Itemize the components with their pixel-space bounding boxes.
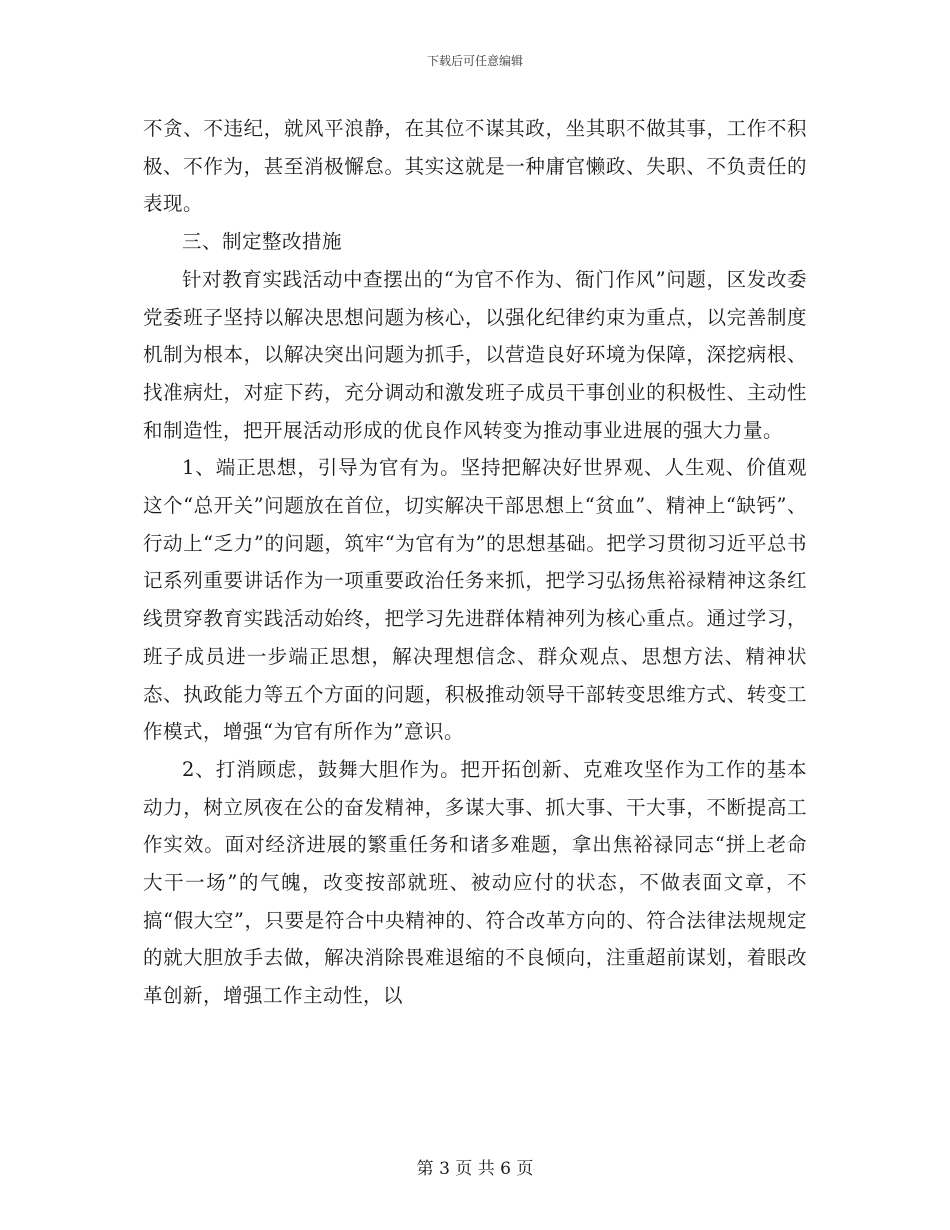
- page-number-footer: 第 3 页 共 6 页: [416, 1159, 534, 1179]
- paragraph-item-1: 1、端正思想，引导为官有为。坚持把解决好世界观、人生观、价值观这个“总开关”问题放在首位，切实解决干部思想上“贫血”、精神上“缺钙”、行动上“乏力”的问题，筑牢“为官有为”的思想基础。把学习贯彻习近平总书记系列重要讲话作为一项重要政治任务来抓，把学习弘扬焦裕禄精神这条红线贯穿教育实践活动始终，把学习先进群体精神列为核心重点。通过学习，班子成员进一步端正思想，解决理想信念、群众观点、思想方法、精神状态、执政能力等五个方面的问题，积极推动领导干部转变思维方式、转变工作模式，增强“为官有所作为”意识。: [143, 456, 807, 744]
- document-body: [143, 110, 807, 1015]
- paragraph-continuation: 不贪、不违纪，就风平浪静，在其位不谋其政，坐其职不做其事，工作不积极、不作为，甚至消极懈怠。其实这就是一种庸官懒政、失职、不负责任的表现。: [143, 117, 807, 216]
- paragraph-intro: 针对教育实践活动中查摆出的“为官不作为、衙门作风”问题，区发改委党委班子坚持以解决思想问题为核心，以强化纪律约束为重点，以完善制度机制为根本，以解决突出问题为抓手，以营造良好环境为保障，深挖病根、找准病灶，对症下药，充分调动和激发班子成员干事创业的积极性、主动性和制造性，把开展活动形成的优良作风转变为推动事业进展的强大力量。: [143, 267, 807, 442]
- paragraph-item-2: 2、打消顾虑，鼓舞大胆作为。把开拓创新、克难攻坚作为工作的基本动力，树立夙夜在公的奋发精神，多谋大事、抓大事、干大事，不断提高工作实效。面对经济进展的繁重任务和诸多难题，拿出焦裕禄同志“拼上老命大干一场”的气魄，改变按部就班、被动应付的状态，不做表面文章，不搞“假大空”，只要是符合中央精神的、符合改革方向的、符合法律法规规定的就大胆放手去做，解决消除畏难退缩的不良倾向，注重超前谋划，着眼改革创新，增强工作主动性，以: [143, 757, 807, 1008]
- section-heading: 三、制定整改措施: [182, 230, 343, 254]
- page-header: 下载后可任意编辑: [426, 54, 523, 68]
